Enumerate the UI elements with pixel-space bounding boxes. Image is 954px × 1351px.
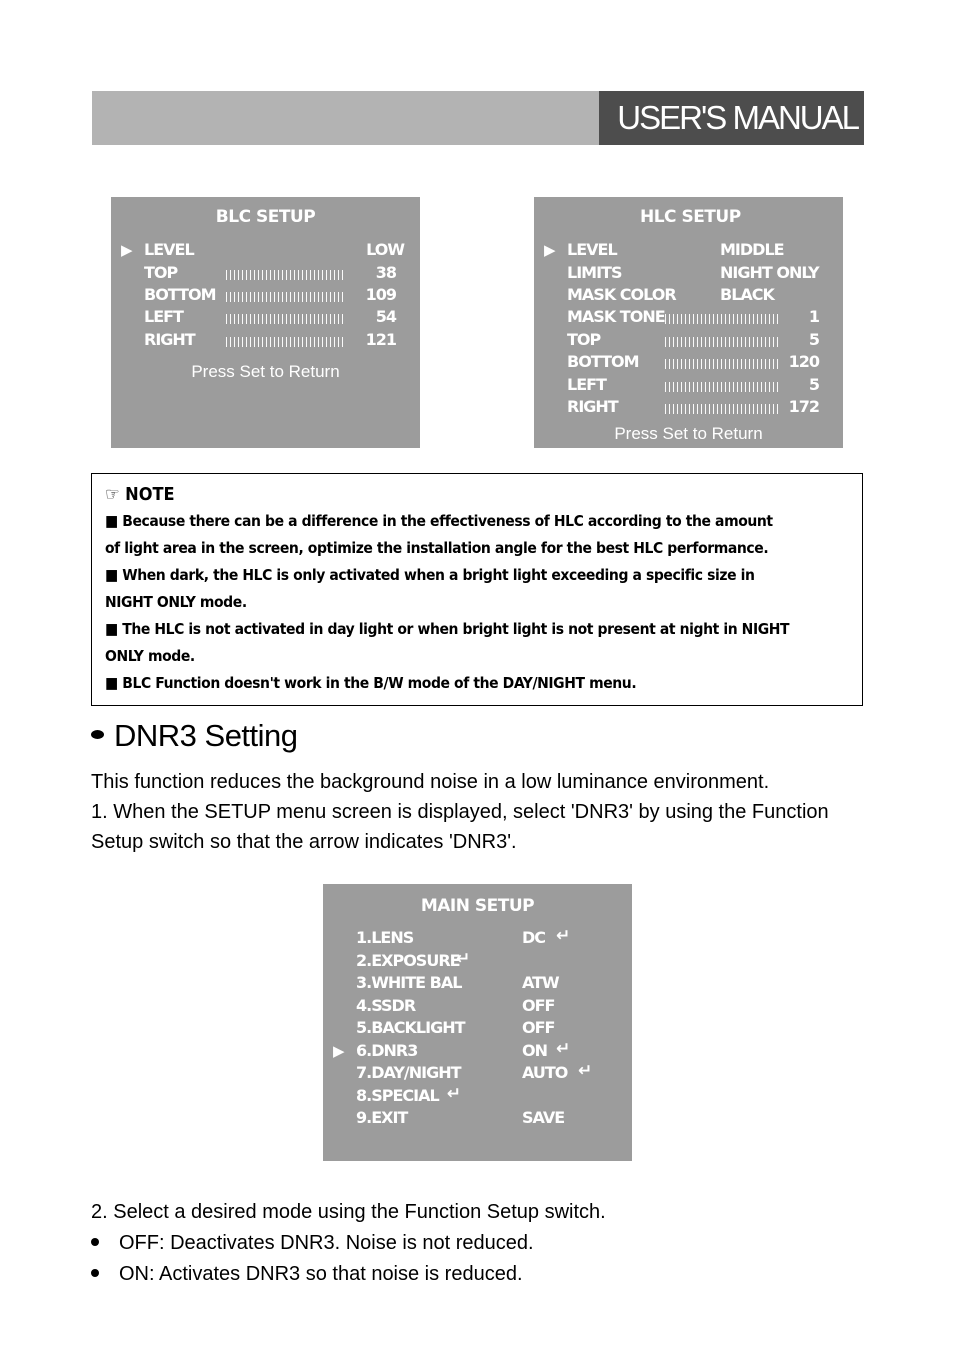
enter-icon: ↵ (556, 926, 570, 946)
step-1-paragraph: 1. When the SETUP menu screen is displayed, select 'DNR3' by using the Function Setup switch so that the arrow indicates 'DNR3'. (91, 801, 829, 853)
row-value: MIDDLE (720, 240, 784, 259)
blc-row (144, 285, 396, 307)
main-setup-title: MAIN SETUP (420, 896, 535, 916)
row-value: 38 (375, 263, 396, 282)
enter-icon: ↵ (556, 1038, 570, 1059)
hlc-footer: Press Set to Return (614, 424, 763, 443)
note-line: ■ The HLC is not activated in day light or when bright light is not present at night in NIGHT (105, 620, 790, 638)
row-label: LEVEL (567, 240, 617, 259)
enter-icon: ↵ (446, 1083, 461, 1104)
menu-item-label: 9.EXIT (356, 1108, 408, 1127)
level-scale (226, 270, 344, 280)
menu-item[interactable] (356, 1108, 616, 1130)
note-heading: ☞ NOTE (105, 484, 175, 505)
enter-icon: ↵ (456, 948, 470, 969)
note-line: ■ When dark, the HLC is only activated when a bright light exceeding a specific size in (105, 566, 755, 584)
section-title (91, 718, 298, 754)
note-line: ■ BLC Function doesn't work in the B/W mode of the DAY/NIGHT menu. (105, 674, 637, 692)
hlc-row (567, 397, 819, 419)
blc-level-row (144, 240, 404, 262)
row-value: NIGHT ONLY (720, 263, 819, 282)
bullet-icon (91, 1238, 99, 1246)
enter-icon: ↵ (578, 1061, 592, 1081)
menu-item-value: SAVE (522, 1108, 565, 1127)
menu-item-label: 5.BACKLIGHT (356, 1018, 465, 1037)
menu-item-value: OFF (522, 1018, 555, 1037)
selection-arrow-icon: ▶ (121, 241, 133, 259)
hlc-row (567, 240, 827, 262)
menu-item-label: 3.WHITE BAL (356, 973, 462, 992)
menu-item[interactable] (356, 973, 616, 995)
hlc-row (567, 375, 819, 397)
note-line: ■ Because there can be a difference in the effectiveness of HLC according to the amount (105, 512, 773, 530)
level-scale (665, 337, 781, 347)
row-label: LIMITS (567, 263, 622, 282)
row-value: 5 (808, 330, 819, 349)
menu-item[interactable] (356, 996, 616, 1018)
level-scale (665, 359, 781, 369)
hlc-row (567, 307, 819, 329)
section-title-text: DNR3 Setting (114, 718, 298, 753)
level-scale (226, 337, 344, 347)
hlc-setup-screen (534, 197, 843, 448)
row-label: BOTTOM (567, 352, 639, 371)
level-scale (665, 314, 781, 324)
menu-item-label: 1.LENS (356, 928, 414, 947)
level-scale (665, 382, 781, 392)
menu-item-value: ATW (522, 973, 559, 992)
menu-item-value: AUTO (522, 1063, 568, 1082)
row-value: LOW (366, 240, 404, 259)
menu-item[interactable] (356, 928, 616, 950)
note-line: of light area in the screen, optimize the installation angle for the best HLC performance. (105, 539, 769, 557)
header-title: USER'S MANUAL (599, 91, 864, 145)
blc-footer: Press Set to Return (191, 362, 340, 381)
selection-arrow-icon: ▶ (544, 241, 556, 259)
note-line: NIGHT ONLY mode. (105, 593, 247, 611)
row-label: BOTTOM (144, 285, 216, 304)
hlc-row (567, 285, 827, 307)
row-label: RIGHT (567, 397, 618, 416)
menu-item[interactable] (356, 1083, 616, 1108)
menu-item[interactable] (356, 1018, 616, 1040)
row-value: 1 (808, 307, 819, 326)
row-value: 121 (365, 330, 396, 349)
bullet-icon (91, 730, 104, 739)
hlc-row (567, 330, 819, 352)
blc-setup-screen (111, 197, 420, 448)
hlc-row (567, 263, 827, 285)
row-label: MASK COLOR (567, 285, 676, 304)
main-setup-screen (323, 884, 632, 1161)
row-value: 54 (375, 307, 396, 326)
row-label: LEVEL (144, 240, 194, 259)
row-value: BLACK (720, 285, 774, 304)
menu-item-value: OFF (522, 995, 555, 1015)
menu-item-label: 2.EXPOSURE (356, 950, 460, 970)
step-2-paragraph: 2. Select a desired mode using the Function Setup switch. (91, 1201, 606, 1223)
row-value: 5 (808, 375, 819, 394)
menu-item-label: 8.SPECIAL (356, 1085, 439, 1105)
bullet-text: OFF: Deactivates DNR3. Noise is not reduced. (119, 1232, 534, 1254)
bullet-icon (91, 1269, 99, 1277)
menu-item[interactable] (333, 1038, 616, 1063)
blc-title: BLC SETUP (215, 207, 316, 227)
row-label: MASK TONE (567, 307, 665, 326)
row-label: LEFT (144, 307, 183, 326)
intro-paragraph: This function reduces the background noise in a low luminance environment. (91, 771, 770, 793)
row-label: LEFT (567, 375, 606, 394)
selection-arrow-icon: ▶ (333, 1041, 344, 1060)
level-scale (226, 292, 344, 302)
row-label: TOP (567, 330, 601, 349)
row-value: 109 (365, 285, 396, 304)
menu-item-label: 6.DNR3 (356, 1040, 418, 1060)
blc-row (144, 307, 396, 329)
menu-item-value: DC (522, 928, 546, 947)
blc-row (144, 330, 396, 352)
bullet-item (91, 1263, 523, 1286)
row-value: 172 (788, 397, 819, 416)
hlc-row (567, 352, 819, 374)
menu-item[interactable] (356, 948, 616, 973)
hlc-title: HLC SETUP (640, 207, 741, 227)
bullet-item (91, 1232, 534, 1255)
row-value: 120 (788, 352, 819, 371)
row-label: TOP (144, 263, 178, 282)
menu-item[interactable] (356, 1063, 616, 1085)
blc-row (144, 263, 396, 285)
level-scale (226, 314, 344, 324)
note-line: ONLY mode. (105, 647, 195, 665)
menu-item-label: 4.SSDR (356, 995, 416, 1015)
row-label: RIGHT (144, 330, 195, 349)
menu-item-value: ON (522, 1040, 547, 1060)
menu-item-label: 7.DAY/NIGHT (356, 1063, 461, 1082)
bullet-text: ON: Activates DNR3 so that noise is reduced. (119, 1263, 523, 1285)
note-box (91, 473, 863, 706)
level-scale (665, 404, 781, 414)
